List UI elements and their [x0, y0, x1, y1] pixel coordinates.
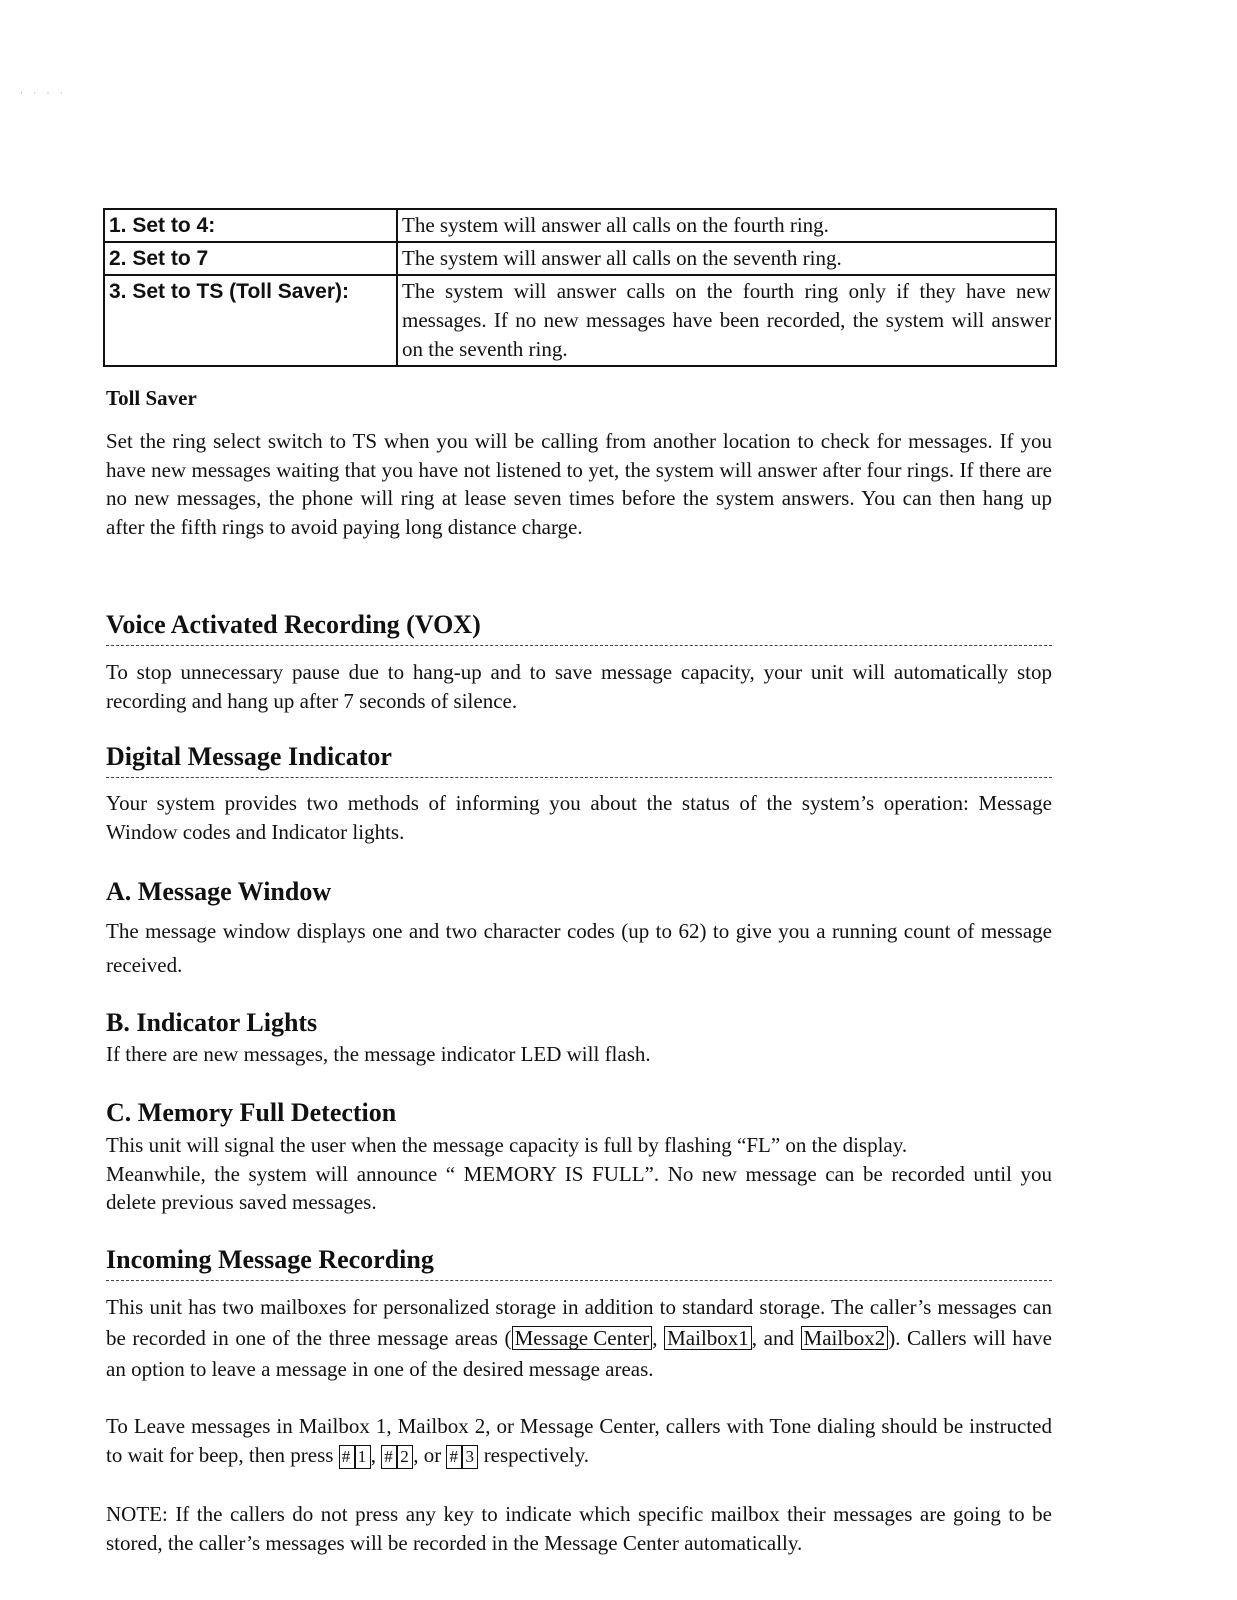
ring-option-description: The system will answer all calls on the fourth ring.	[397, 209, 1056, 242]
mailbox1-box: Mailbox1	[664, 1326, 752, 1350]
message-center-box: Message Center	[512, 1326, 653, 1350]
ring-option-label: 2. Set to 7	[104, 242, 397, 275]
ring-option-label: 1. Set to 4:	[104, 209, 397, 242]
indicator-lights-body: If there are new messages, the message indicator LED will flash.	[106, 1042, 651, 1066]
key-3: 3	[462, 1445, 478, 1469]
indicator-lights-heading: B. Indicator Lights	[106, 1008, 318, 1037]
separator: ,	[652, 1326, 665, 1350]
table-row	[104, 242, 1056, 275]
hash-key: #	[381, 1445, 397, 1469]
table-row	[104, 209, 1056, 242]
key-1: 1	[355, 1445, 371, 1469]
incoming-text: respectively.	[478, 1442, 590, 1467]
memory-full-line: This unit will signal the user when the message capacity is full by flashing “FL” on the display.	[106, 1133, 908, 1157]
mailbox2-box: Mailbox2	[801, 1326, 889, 1350]
memory-full-body	[106, 1131, 1052, 1217]
scan-mark: · · · ·	[20, 88, 67, 98]
indicator-heading: Digital Message Indicator	[106, 741, 1052, 778]
key-2: 2	[397, 1445, 413, 1469]
hash-key: #	[446, 1445, 462, 1469]
incoming-paragraph-2	[106, 1412, 1052, 1469]
incoming-paragraph-1	[106, 1292, 1052, 1385]
separator: ,	[370, 1442, 382, 1467]
message-window-body: The message window displays one and two character codes (up to 62) to give you a running count of message received.	[106, 919, 1052, 977]
message-window-heading: A. Message Window	[106, 877, 332, 906]
memory-full-line: Meanwhile, the system will announce “ MEMORY IS FULL”. No new message can be recorded until you delete previous saved messages.	[106, 1161, 1052, 1214]
table-row	[104, 275, 1056, 366]
incoming-note: NOTE: If the callers do not press any key to indicate which specific mailbox their messages are going to be stored, the caller’s messages will be recorded in the Message Center automatically.	[106, 1502, 1052, 1555]
vox-heading: Voice Activated Recording (VOX)	[106, 609, 1052, 646]
vox-body: To stop unnecessary pause due to hang-up and to save message capacity, your unit will automatically stop recording and hang up after 7 seconds of silence.	[106, 660, 1052, 713]
toll-saver-heading: Toll Saver	[106, 386, 197, 410]
incoming-heading: Incoming Message Recording	[106, 1244, 1052, 1281]
hash-key: #	[339, 1445, 355, 1469]
ring-option-description: The system will answer all calls on the seventh ring.	[397, 242, 1056, 275]
incoming-text: ). Callers will have an option to leave a message in one of the desired message areas.	[106, 1326, 1053, 1381]
incoming-text: To Leave messages in Mailbox 1, Mailbox 2, or Message Center, callers with Tone dialing should be instructed to wait for beep, then press	[106, 1414, 1052, 1467]
memory-full-heading: C. Memory Full Detection	[106, 1098, 397, 1127]
incoming-text: This unit has two mailboxes for personalized storage in addition to standard storage. The caller’s messages can be recorded in one of the three message areas (	[106, 1295, 1052, 1350]
indicator-body: Your system provides two methods of informing you about the status of the system’s operation: Message Window codes and Indicator lights.	[106, 791, 1052, 844]
ring-setting-table	[103, 208, 1057, 367]
ring-option-label: 3. Set to TS (Toll Saver):	[104, 275, 397, 366]
separator: , or	[413, 1442, 447, 1467]
toll-saver-body: Set the ring select switch to TS when you will be calling from another location to check for messages. If you have new messages waiting that you have not listened to yet, the system will answer after four rings. If there are no new messages, the phone will ring at lease seven times before the system answers. You can then hang up after the fifth rings to avoid paying long distance charge.	[106, 429, 1052, 539]
ring-option-description: The system will answer calls on the fourth ring only if they have new messages. If no new messages have been recorded, the system will answer on the seventh ring.	[397, 275, 1056, 366]
separator: , and	[751, 1326, 801, 1350]
